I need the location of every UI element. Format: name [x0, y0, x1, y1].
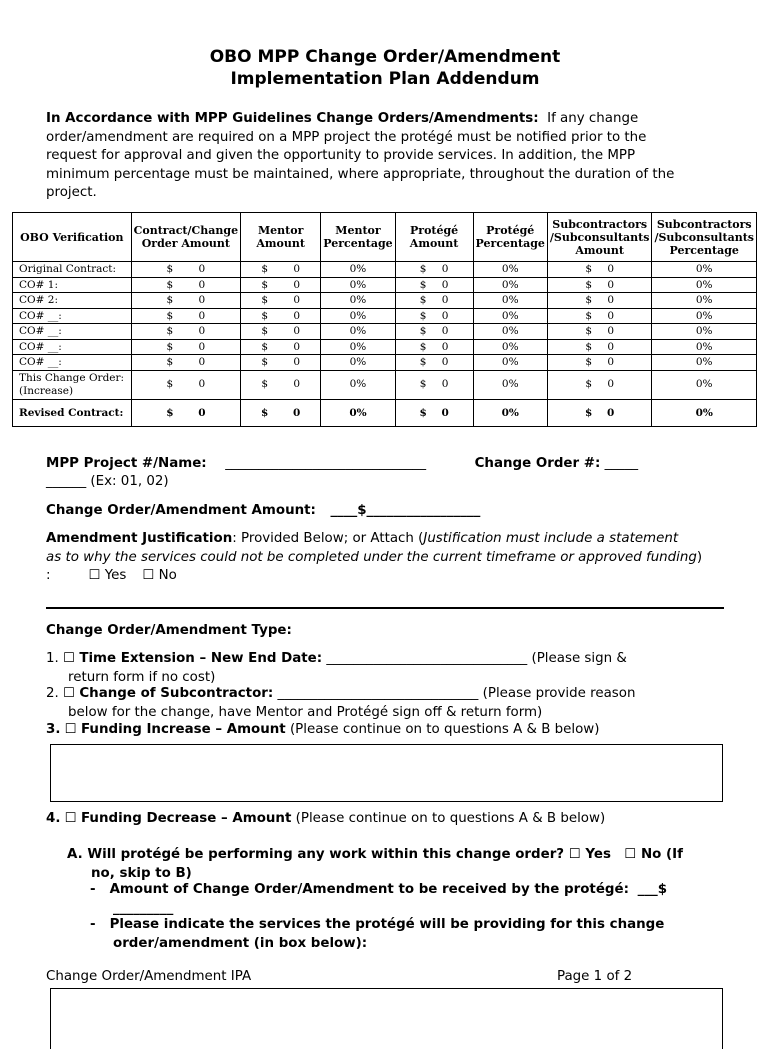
header-cell: Mentor Amount — [241, 213, 321, 262]
percentage-cell: 0% — [652, 277, 757, 293]
amount-value: 0 — [198, 294, 206, 307]
percentage-cell: 0% — [321, 355, 395, 371]
intro-line2: order/amendment are required on a MPP project the protégé must be notified prior to the — [46, 129, 647, 145]
sub1-cont[interactable]: _________ — [113, 900, 174, 916]
amount-field[interactable]: ____$_________________ — [330, 503, 481, 518]
amount-value: 0 — [441, 278, 449, 291]
funding-increase-checkbox[interactable]: ☐ — [64, 722, 77, 737]
row-label: Original Contract: — [13, 262, 132, 278]
project-name-field[interactable]: ______________________________ — [225, 456, 427, 471]
currency-symbol: $ — [585, 309, 593, 322]
no-checkbox[interactable]: ☐ No — [142, 568, 177, 583]
amount-cell — [131, 293, 240, 309]
amount-cell — [131, 277, 240, 293]
currency-symbol: $ — [261, 309, 269, 322]
amount-cell — [395, 339, 473, 355]
percentage-cell: 0% — [652, 293, 757, 309]
percentage-cell: 0% — [652, 262, 757, 278]
percentage-cell: 0% — [321, 308, 395, 324]
row-label: CO# __: — [13, 308, 132, 324]
row-label: Revised Contract: — [13, 399, 132, 426]
amount-value: 0 — [441, 406, 449, 419]
amount-value: 0 — [198, 340, 206, 353]
amount-cell — [547, 308, 652, 324]
item3-number: 3. — [46, 722, 61, 737]
amount-cell — [547, 399, 652, 426]
amount-cell — [547, 293, 652, 309]
amount-cell — [547, 262, 652, 278]
change-order-label: Change Order #: — [474, 456, 601, 471]
percentage-cell: 0% — [473, 308, 547, 324]
amount-value: 0 — [441, 340, 449, 353]
header-cell: Mentor Percentage — [321, 213, 395, 262]
amount-value: 0 — [293, 278, 301, 291]
intro-line3: request for approval and given the opportunity to provide services. In addition, the MPP — [46, 148, 636, 163]
type-heading-text: Change Order/Amendment Type: — [46, 623, 292, 638]
amount-value: 0 — [607, 325, 615, 338]
amount-cell — [131, 355, 240, 371]
currency-symbol: $ — [261, 356, 269, 369]
yes-checkbox[interactable]: ☐ Yes — [88, 568, 127, 583]
sub-bullet-amount — [90, 881, 730, 918]
document-title-line1: OBO MPP Change Order/Amendment — [209, 47, 561, 67]
currency-symbol: $ — [166, 278, 174, 291]
justification-close: ) — [696, 549, 703, 565]
currency-symbol: $ — [419, 406, 427, 419]
justification-text: : Provided Below; or Attach ( — [232, 531, 424, 546]
amount-cell — [395, 370, 473, 399]
time-extension-checkbox[interactable]: ☐ — [63, 651, 76, 666]
percentage-cell: 0% — [473, 339, 547, 355]
currency-symbol: $ — [585, 325, 593, 338]
table-row — [13, 308, 757, 324]
amount-value: 0 — [198, 356, 206, 369]
funding-increase-textbox[interactable] — [50, 744, 723, 802]
amount-cell — [395, 399, 473, 426]
header-cell: Protégé Amount — [395, 213, 473, 262]
row-label: CO# 1: — [13, 277, 132, 293]
percentage-cell: 0% — [473, 324, 547, 340]
percentage-cell: 0% — [652, 308, 757, 324]
amount-cell — [131, 399, 240, 426]
amount-value: 0 — [607, 406, 615, 419]
header-cell: Contract/Change Order Amount — [131, 213, 240, 262]
amount-value: 0 — [607, 294, 615, 307]
amount-cell — [241, 324, 321, 340]
intro-line5: project. — [46, 185, 97, 200]
amount-cell — [131, 339, 240, 355]
item4-number: 4. — [46, 811, 61, 826]
percentage-cell: 0% — [652, 355, 757, 371]
table-row — [13, 262, 757, 278]
amount-value: 0 — [441, 325, 449, 338]
percentage-cell: 0% — [473, 370, 547, 399]
change-order-field[interactable]: _____ — [604, 456, 639, 471]
currency-symbol: $ — [419, 278, 427, 291]
currency-symbol: $ — [261, 294, 269, 307]
sub1-dash: - — [90, 882, 96, 897]
percentage-cell: 0% — [473, 355, 547, 371]
amount-value: 0 — [293, 263, 301, 276]
currency-symbol: $ — [585, 356, 593, 369]
change-subcontractor-checkbox[interactable]: ☐ — [63, 686, 76, 701]
table-row — [13, 339, 757, 355]
amount-cell — [241, 355, 321, 371]
project-line — [46, 455, 746, 474]
currency-symbol: $ — [166, 325, 174, 338]
currency-symbol: $ — [261, 325, 269, 338]
row-label: CO# __: — [13, 355, 132, 371]
header-cell: OBO Verification — [13, 213, 132, 262]
currency-symbol: $ — [419, 356, 427, 369]
intro-bold: In Accordance with MPP Guidelines Change Orders/Amendments: — [46, 111, 539, 126]
percentage-cell: 0% — [652, 339, 757, 355]
sub-bullet-services — [90, 916, 730, 953]
amount-cell — [395, 277, 473, 293]
amount-value: 0 — [607, 340, 615, 353]
qa-cont: no, skip to B) — [91, 865, 192, 881]
amount-cell — [241, 339, 321, 355]
amount-cell — [395, 293, 473, 309]
item1-number: 1. — [46, 651, 59, 666]
amount-value: 0 — [293, 309, 301, 322]
row-label-line2: (Increase) — [19, 384, 74, 397]
row-label: CO# 2: — [13, 293, 132, 309]
item2-number: 2. — [46, 686, 59, 701]
amount-value: 0 — [293, 378, 301, 390]
currency-symbol: $ — [419, 325, 427, 338]
amount-cell — [395, 355, 473, 371]
justification-italic1: Justification must include a statement — [423, 531, 679, 546]
percentage-cell: 0% — [652, 370, 757, 399]
project-label: MPP Project #/Name: — [46, 456, 207, 471]
change-order-example: ______ (Ex: 01, 02) — [46, 474, 169, 489]
item2-label: Change of Subcontractor: — [79, 686, 274, 701]
item4-text: (Please continue on to questions A & B below) — [295, 811, 606, 826]
currency-symbol: $ — [261, 378, 269, 390]
item-funding-increase — [46, 721, 746, 740]
amount-value: 0 — [441, 356, 449, 369]
currency-symbol: $ — [585, 278, 593, 291]
header-cell: Protégé Percentage — [473, 213, 547, 262]
currency-symbol: $ — [419, 309, 427, 322]
question-a — [67, 846, 727, 883]
amount-value: 0 — [293, 406, 301, 419]
currency-symbol: $ — [419, 294, 427, 307]
currency-symbol: $ — [166, 406, 174, 419]
document-title-line2: Implementation Plan Addendum — [230, 69, 540, 89]
currency-symbol: $ — [585, 378, 593, 390]
percentage-cell: 0% — [473, 399, 547, 426]
table-row-this-change-order — [13, 370, 757, 399]
funding-decrease-checkbox[interactable]: ☐ — [64, 811, 77, 826]
table-row — [13, 277, 757, 293]
amount-value: 0 — [198, 309, 206, 322]
currency-symbol: $ — [166, 263, 174, 276]
row-label: CO# __: — [13, 339, 132, 355]
item-funding-decrease — [46, 810, 746, 829]
currency-symbol: $ — [261, 340, 269, 353]
item1-label: Time Extension – New End Date: — [79, 651, 323, 666]
amount-cell — [395, 308, 473, 324]
currency-symbol: $ — [419, 378, 427, 390]
protege-amount-field[interactable]: ___$ — [637, 882, 668, 897]
percentage-cell: 0% — [321, 399, 395, 426]
amount-value: 0 — [441, 309, 449, 322]
currency-symbol: $ — [419, 340, 427, 353]
amount-value: 0 — [198, 278, 206, 291]
currency-symbol: $ — [585, 263, 593, 276]
percentage-cell: 0% — [321, 262, 395, 278]
currency-symbol: $ — [166, 356, 174, 369]
amount-cell — [131, 262, 240, 278]
sub2-cont: order/amendment (in box below): — [113, 935, 368, 951]
amount-cell — [241, 277, 321, 293]
sub2-dash: - — [90, 917, 96, 932]
item1-text: (Please sign & — [531, 651, 627, 666]
qa-yes-checkbox[interactable]: ☐ Yes — [568, 847, 611, 862]
percentage-cell: 0% — [652, 399, 757, 426]
currency-symbol: $ — [166, 309, 174, 322]
sub2-text: Please indicate the services the protégé will be providing for this change — [109, 917, 665, 932]
amount-cell — [547, 324, 652, 340]
amount-value: 0 — [441, 263, 449, 276]
amount-value: 0 — [441, 378, 449, 390]
amount-cell — [395, 324, 473, 340]
header-cell: Subcontractors /Subconsultants Percentage — [652, 213, 757, 262]
amount-cell — [241, 399, 321, 426]
amount-cell — [241, 293, 321, 309]
obo-verification-table — [12, 212, 757, 427]
currency-symbol: $ — [419, 263, 427, 276]
amount-value: 0 — [607, 278, 615, 291]
amount-value: 0 — [198, 263, 206, 276]
table-row — [13, 293, 757, 309]
percentage-cell: 0% — [321, 293, 395, 309]
amount-line — [46, 502, 480, 521]
table-header-row — [13, 213, 757, 262]
percentage-cell: 0% — [473, 293, 547, 309]
amount-cell — [241, 308, 321, 324]
currency-symbol: $ — [261, 406, 269, 419]
justification-italic2: as to why the services could not be completed under the current timeframe or approved funding — [46, 549, 697, 565]
currency-symbol: $ — [261, 263, 269, 276]
sub1-text: Amount of Change Order/Amendment to be received by the protégé: — [109, 882, 629, 897]
amount-cell — [547, 370, 652, 399]
intro-text-a: If any change — [547, 111, 639, 126]
amount-cell — [241, 370, 321, 399]
item3-text: (Please continue on to questions A & B below) — [289, 722, 600, 737]
amount-value: 0 — [293, 356, 301, 369]
header-cell: Subcontractors /Subconsultants Amount — [547, 213, 652, 262]
amount-value: 0 — [293, 294, 301, 307]
amount-cell — [547, 339, 652, 355]
justification-label: Amendment Justification — [46, 531, 233, 546]
item-change-subcontractor — [46, 685, 746, 722]
amount-value: 0 — [198, 406, 206, 419]
amount-cell — [547, 355, 652, 371]
amount-value: 0 — [293, 325, 301, 338]
percentage-cell: 0% — [473, 277, 547, 293]
amount-value: 0 — [198, 378, 206, 390]
amount-cell — [241, 262, 321, 278]
qa-text: Will protégé be performing any work within this change order? — [87, 847, 565, 862]
row-label: CO# __: — [13, 324, 132, 340]
amount-value: 0 — [198, 325, 206, 338]
currency-symbol: $ — [585, 406, 593, 419]
qa-no-checkbox[interactable]: ☐ No (If — [624, 847, 683, 862]
currency-symbol: $ — [585, 340, 593, 353]
percentage-cell: 0% — [321, 324, 395, 340]
percentage-cell: 0% — [321, 277, 395, 293]
item4-label: Funding Decrease – Amount — [80, 811, 292, 826]
currency-symbol: $ — [166, 378, 174, 390]
table-row — [13, 324, 757, 340]
subcontractor-field[interactable]: ______________________________ — [277, 686, 479, 701]
currency-symbol: $ — [261, 278, 269, 291]
amount-value: 0 — [293, 340, 301, 353]
percentage-cell: 0% — [473, 262, 547, 278]
amount-value: 0 — [607, 263, 615, 276]
currency-symbol: $ — [585, 294, 593, 307]
amount-cell — [131, 308, 240, 324]
percentage-cell: 0% — [321, 370, 395, 399]
row-label-line1: This Change Order: — [19, 371, 125, 384]
justification-colon: : — [46, 568, 51, 583]
services-textbox[interactable] — [50, 988, 723, 1049]
new-end-date-field[interactable]: ______________________________ — [326, 651, 528, 666]
amount-label: Change Order/Amendment Amount: — [46, 503, 316, 518]
justification-block — [46, 530, 746, 586]
type-heading — [46, 622, 292, 641]
amount-cell — [131, 370, 240, 399]
intro-line4: minimum percentage must be maintained, where appropriate, throughout the duration of the — [46, 166, 675, 182]
row-label — [13, 370, 132, 399]
footer-page-number: Page 1 of 2 — [557, 969, 633, 984]
percentage-cell: 0% — [321, 339, 395, 355]
amount-value: 0 — [607, 356, 615, 369]
currency-symbol: $ — [166, 294, 174, 307]
item2-text: (Please provide reason — [482, 686, 636, 701]
percentage-cell: 0% — [652, 324, 757, 340]
item-time-extension — [46, 650, 746, 687]
amount-cell — [547, 277, 652, 293]
amount-value: 0 — [441, 294, 449, 307]
item3-label: Funding Increase – Amount — [80, 722, 286, 737]
item2-cont: below for the change, have Mentor and Protégé sign off & return form) — [68, 704, 543, 720]
divider-line — [46, 607, 724, 609]
amount-value: 0 — [607, 378, 615, 390]
qa-letter: A. — [67, 847, 83, 862]
table-row — [13, 355, 757, 371]
footer-left: Change Order/Amendment IPA — [46, 969, 252, 984]
intro-paragraph — [46, 110, 746, 203]
table-row-revised-contract — [13, 399, 757, 426]
amount-cell — [131, 324, 240, 340]
currency-symbol: $ — [166, 340, 174, 353]
item1-cont: return form if no cost) — [68, 669, 216, 685]
amount-cell — [395, 262, 473, 278]
amount-value: 0 — [607, 309, 615, 322]
